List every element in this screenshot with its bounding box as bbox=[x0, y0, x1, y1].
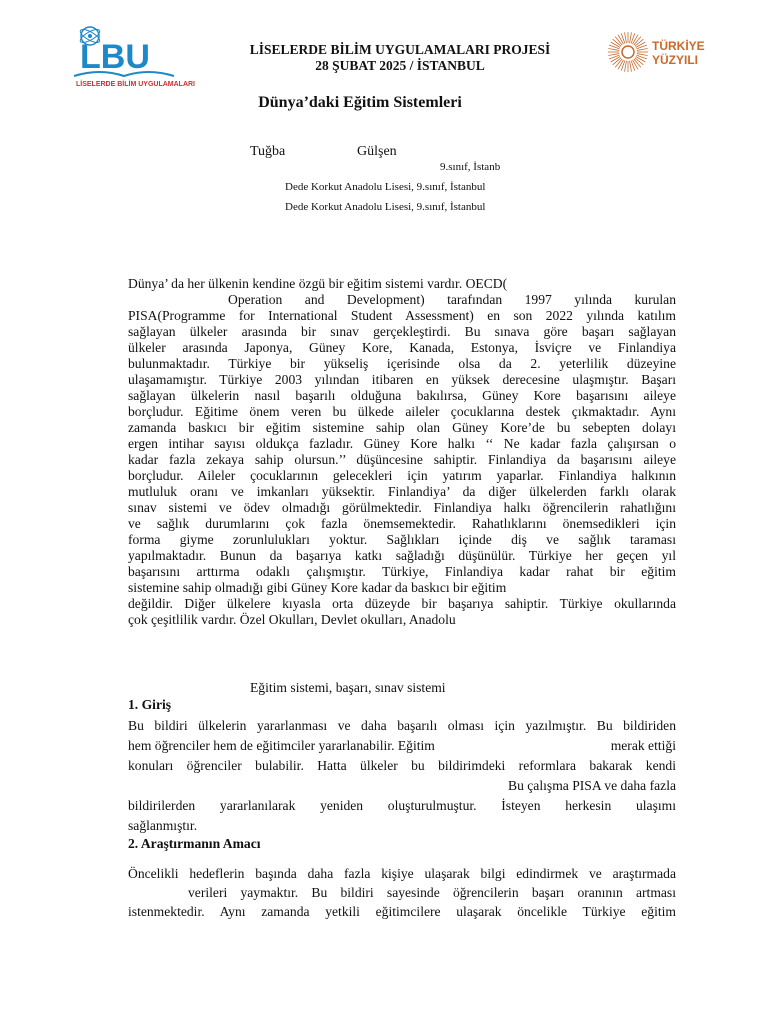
paper-title: Dünya’daki Eğitim Sistemleri bbox=[258, 94, 462, 111]
section-1-line: sağlanmıştır. bbox=[128, 818, 198, 833]
svg-text:TÜRKİYE: TÜRKİYE bbox=[652, 39, 705, 53]
section-1-line: hem öğrenciler hem de eğitimciler yararlanabilir. Eğitim bbox=[128, 738, 435, 753]
svg-text:LBU: LBU bbox=[80, 38, 150, 76]
section-1-line: bildirilerden yararlanılarak yeniden oluşturulmuştur. İsteyen herkesin ulaşımı bbox=[128, 798, 676, 813]
lbu-logo bbox=[70, 22, 195, 88]
abstract-line: çok çeşitlilik vardır. Özel Okulları, Devlet okulları, Anadolu bbox=[128, 612, 456, 627]
sunburst-ray bbox=[637, 49, 648, 51]
section-2-body bbox=[128, 864, 676, 921]
section-1-line: konuları öğrenciler bulabilir. Hatta ülkeler bu bildirimdeki reformlara bakarak kendi bbox=[128, 758, 676, 773]
author-affiliation-1: 9.sınıf, İstanb bbox=[440, 161, 501, 173]
keywords: Eğitim sistemi, başarı, sınav sistemi bbox=[250, 680, 446, 695]
conference-header bbox=[200, 42, 600, 74]
svg-text:YÜZYILI: YÜZYILI bbox=[652, 53, 699, 67]
abstract-line: Dünya’ da her ülkenin kendine özgü bir eğitim sistemi vardır. OECD( bbox=[128, 276, 508, 291]
section-2-line: verileri yaymaktır. Bu bildiri sayesinde öğrencilerin başarı oranının artması bbox=[188, 885, 676, 900]
abstract-line: borçludur. Aileler çocuklarının gelecekleri için yatırım yaparlar. Finlandiya halkının bbox=[128, 468, 676, 483]
turkiye-yuzyili-logo bbox=[604, 30, 714, 74]
author-name-2: Gülşen bbox=[357, 144, 397, 159]
sunburst-ray bbox=[637, 54, 648, 56]
sunburst-ray bbox=[625, 61, 627, 72]
section-1-line: merak ettiği bbox=[610, 738, 676, 753]
abstract-line: sistemine sahip olmadığı gibi Güney Kore kadar da baskıcı bir eğitim bbox=[128, 580, 507, 595]
author-name-1: Tuğba bbox=[250, 144, 286, 159]
abstract-line: zamanda baskıcı bir eğitim sistemine sahip olan Güney Kore’de bu sebepten dolayı bbox=[128, 420, 676, 435]
abstract-line: sağlayan ülkeler arasında bir sınav gerçekleştirdi. Bu sınava göre başarı sağlayan bbox=[128, 324, 676, 339]
turkiye-yuzyili-graphic bbox=[604, 30, 714, 74]
abstract-line: PISA(Programme for International Student Assessment) en son 2022 yılında katılım bbox=[128, 308, 676, 323]
abstract-line: mutluluk oranı ve imkanları yüksektir. Finlandiya’ da diğer ülkelerden farklı olarak bbox=[128, 484, 676, 499]
abstract-line: değildir. Diğer ülkelere kıyasla orta düzeyde bir başarıya sahiptir. Türkiye okullarında bbox=[128, 596, 676, 611]
sunburst-ray bbox=[608, 49, 619, 51]
abstract-line: başarısını arttırma odaklı çalışmıştır. Türkiye, Finlandiya kadar rahat bir eğitim bbox=[128, 564, 676, 579]
abstract-line: kadar fazla zekaya sahip olursun.’’ düşüncesine sahiptir. Finlandiya da başarısını aileye bbox=[128, 452, 676, 467]
sunburst-ray bbox=[621, 33, 625, 43]
abstract-line: forma giyme zorunlulukları yoktur. Sağlıkları içinde diş ve sağlık taraması bbox=[128, 532, 676, 547]
sunburst-ray bbox=[625, 32, 627, 43]
abstract-line: sağlayan ülkelerin nasıl başarılı olduğuna bakılırsa, Güney Kore başarısını aileye bbox=[128, 388, 676, 403]
sunburst-ray bbox=[621, 60, 625, 70]
section-1-line-group bbox=[128, 736, 676, 756]
sunburst-ray bbox=[608, 54, 619, 56]
sunburst-ray bbox=[636, 55, 646, 59]
sunburst-ray bbox=[636, 45, 646, 49]
sunburst-ray bbox=[631, 60, 635, 70]
section-2-line: Öncelikli hedeflerin başında daha fazla kişiye ulaşarak bilgi edindirmek ve araştırmada bbox=[128, 866, 676, 881]
sunburst-ray bbox=[609, 45, 619, 49]
section-1-heading: 1. Giriş bbox=[128, 697, 172, 712]
section-1-line: Bu çalışma PISA ve daha fazla bbox=[508, 778, 676, 793]
abstract-line: bulunmaktadır. Türkiye bir yükseliş içerisinde olsa da 2. yeterlilik düzeyine bbox=[128, 356, 676, 371]
conference-title: LİSELERDE BİLİM UYGULAMALARI PROJESİ bbox=[249, 42, 551, 57]
abstract bbox=[128, 276, 676, 628]
svg-text:LİSELERDE BİLİM UYGULAMALARI: LİSELERDE BİLİM UYGULAMALARI bbox=[76, 81, 195, 88]
section-2-heading: 2. Araştırmanın Amacı bbox=[128, 836, 261, 851]
abstract-line: Operation and Development) tarafından 1997 yılında kurulan bbox=[228, 292, 676, 307]
sunburst-ray bbox=[631, 33, 635, 43]
abstract-line: ve sağlık durumlarını çok fazla önemsemektedir. Rahatlıklarını önemsedikleri için bbox=[128, 516, 676, 531]
section-1-body bbox=[128, 716, 676, 836]
abstract-line: ergen intihar sayısı oldukça fazladır. Güney Kore halkı ‘‘ Ne kadar fazla çalışırsan o bbox=[128, 436, 676, 451]
abstract-line: ülkeler arasında Japonya, Güney Kore, Kanada, Estonya, İsviçre ve Finlandiya bbox=[128, 340, 676, 355]
lbu-logo-graphic bbox=[70, 22, 195, 88]
abstract-line: ulaşamamıştır. Türkiye 2003 yılından itibaren en yüksek derecesine ulaşmıştır. Başarı bbox=[128, 372, 676, 387]
abstract-line: yapılmaktadır. Bunun da başarıya katkı sağladığı düşünülür. Türkiye her geçen yıl bbox=[128, 548, 676, 563]
sunburst-ray bbox=[630, 61, 632, 72]
author-affiliation-3: Dede Korkut Anadolu Lisesi, 9.sınıf, İstanbul bbox=[285, 201, 486, 213]
sunburst-ray bbox=[630, 32, 632, 43]
section-2-line: istenmektedir. Aynı zamanda yetkili eğitimcilere ulaşarak öncelikle Türkiye eğitim bbox=[128, 904, 676, 919]
author-affiliation-2: Dede Korkut Anadolu Lisesi, 9.sınıf, İstanbul bbox=[285, 181, 486, 193]
abstract-line: sınav sistemi ve ödev olmadığı görülmektedir. Finlandiya halkı öğrencilerin rahatlığını bbox=[128, 500, 676, 515]
abstract-line: borçludur. Eğitime önem veren bu ülkede aileler çocuklarına destek çıkmaktadır. Aynı bbox=[128, 404, 676, 419]
conference-date: 28 ŞUBAT 2025 / İSTANBUL bbox=[315, 58, 485, 73]
sunburst-ray bbox=[609, 55, 619, 59]
section-1-line: Bu bildiri ülkelerin yararlanması ve daha başarılı olması için yazılmıştır. Bu bildiriden bbox=[128, 718, 676, 733]
